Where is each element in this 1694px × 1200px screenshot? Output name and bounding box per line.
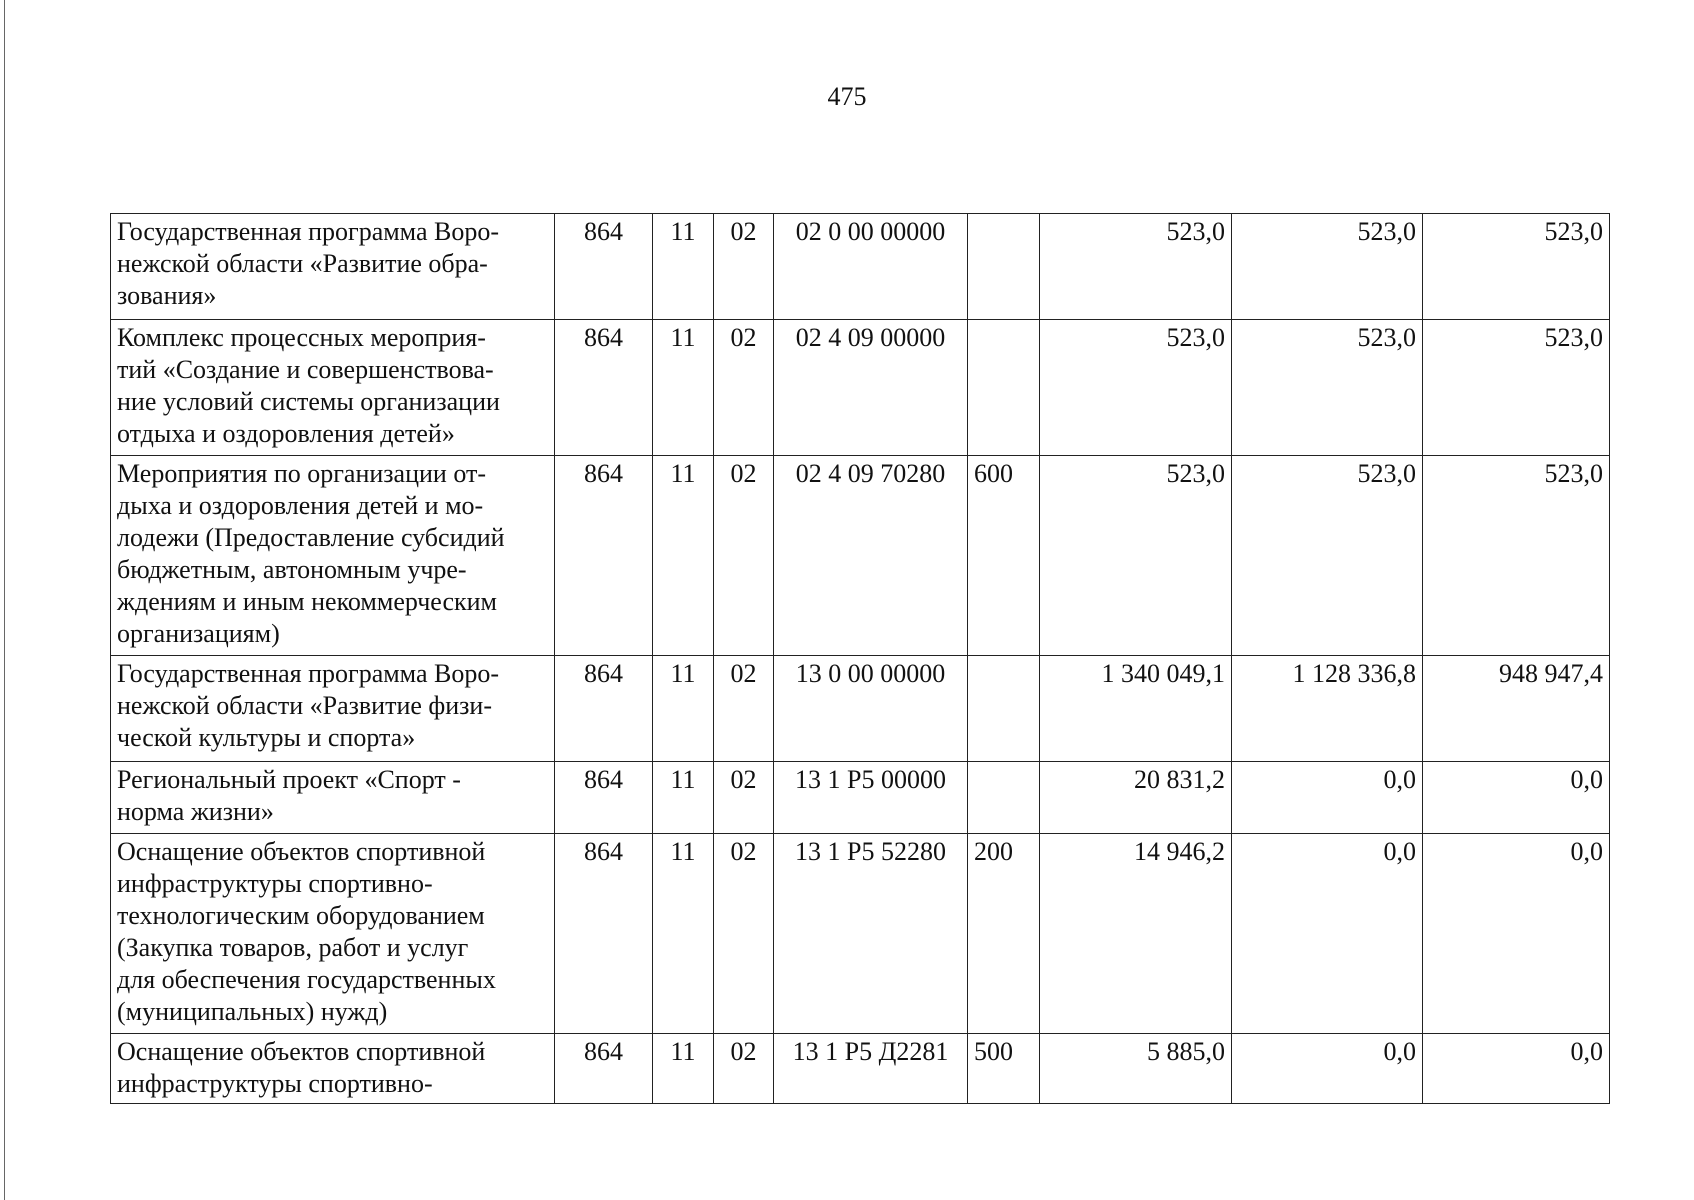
target-article-cell: 13 1 P5 00000: [774, 762, 968, 834]
row-name-line: дыха и оздоровления детей и мо-: [117, 491, 484, 520]
page-number: 475: [827, 82, 867, 111]
target-article-cell: 13 0 00 00000: [774, 656, 968, 762]
grbs-cell: 864: [555, 456, 653, 656]
row-name-line: тий «Создание и совершенствова-: [117, 355, 494, 384]
amount-year1-cell: 14 946,2: [1040, 834, 1232, 1034]
expense-type-cell: [968, 762, 1040, 834]
amount-year2-cell: 523,0: [1232, 320, 1423, 456]
row-name-line: инфраструктуры спортивно-: [117, 869, 433, 898]
row-name-cell: [111, 1034, 555, 1104]
row-name-line: для обеспечения государственных: [117, 965, 496, 994]
row-name-line: Оснащение объектов спортивной: [117, 1037, 486, 1066]
amount-year1-cell: 20 831,2: [1040, 762, 1232, 834]
row-name-cell: [111, 762, 555, 834]
section-cell: 11: [653, 456, 714, 656]
row-name-line: ческой культуры и спорта»: [117, 723, 416, 752]
row-name-line: организациям): [117, 619, 280, 648]
amount-year3-cell: 0,0: [1423, 762, 1610, 834]
subsection-cell: 02: [714, 214, 774, 320]
subsection-cell: 02: [714, 1034, 774, 1104]
section-cell: 11: [653, 1034, 714, 1104]
row-name-line: Государственная программа Воро-: [117, 217, 500, 246]
expense-type-cell: [968, 656, 1040, 762]
target-article-cell: 02 0 00 00000: [774, 214, 968, 320]
table-row: [111, 834, 1610, 1034]
expense-type-cell: [968, 214, 1040, 320]
amount-year2-cell: 0,0: [1232, 1034, 1423, 1104]
subsection-cell: 02: [714, 456, 774, 656]
subsection-cell: 02: [714, 834, 774, 1034]
amount-year2-cell: 0,0: [1232, 762, 1423, 834]
target-article-cell: 13 1 P5 52280: [774, 834, 968, 1034]
table-row: [111, 656, 1610, 762]
row-name-line: Мероприятия по организации от-: [117, 459, 487, 488]
expense-type-cell: 600: [968, 456, 1040, 656]
table-row: [111, 214, 1610, 320]
row-name-line: Региональный проект «Спорт -: [117, 765, 461, 794]
row-name-line: норма жизни»: [117, 797, 274, 826]
scan-edge-line: [4, 0, 5, 1200]
section-cell: 11: [653, 656, 714, 762]
subsection-cell: 02: [714, 762, 774, 834]
amount-year3-cell: 948 947,4: [1423, 656, 1610, 762]
row-name-line: ждениям и иным некоммерческим: [117, 587, 498, 616]
row-name-line: Оснащение объектов спортивной: [117, 837, 486, 866]
amount-year2-cell: 0,0: [1232, 834, 1423, 1034]
grbs-cell: 864: [555, 834, 653, 1034]
section-cell: 11: [653, 214, 714, 320]
expense-type-cell: [968, 320, 1040, 456]
target-article-cell: 02 4 09 00000: [774, 320, 968, 456]
row-name-line: зования»: [117, 281, 217, 310]
amount-year3-cell: 523,0: [1423, 456, 1610, 656]
row-name-line: нежской области «Развитие обра-: [117, 249, 488, 278]
amount-year2-cell: 523,0: [1232, 214, 1423, 320]
row-name-cell: [111, 834, 555, 1034]
row-name-line: технологическим оборудованием: [117, 901, 485, 930]
budget-table: [110, 213, 1610, 1104]
grbs-cell: 864: [555, 214, 653, 320]
section-cell: 11: [653, 762, 714, 834]
grbs-cell: 864: [555, 1034, 653, 1104]
amount-year3-cell: 0,0: [1423, 1034, 1610, 1104]
amount-year3-cell: 523,0: [1423, 320, 1610, 456]
amount-year1-cell: 1 340 049,1: [1040, 656, 1232, 762]
table-row: [111, 1034, 1610, 1104]
amount-year3-cell: 523,0: [1423, 214, 1610, 320]
target-article-cell: 02 4 09 70280: [774, 456, 968, 656]
amount-year3-cell: 0,0: [1423, 834, 1610, 1034]
table-row: [111, 762, 1610, 834]
table-row: [111, 456, 1610, 656]
subsection-cell: 02: [714, 320, 774, 456]
row-name-line: (Закупка товаров, работ и услуг: [117, 933, 469, 962]
target-article-cell: 13 1 P5 Д2281: [774, 1034, 968, 1104]
row-name-line: отдыха и оздоровления детей»: [117, 419, 455, 448]
row-name-line: Комплекс процессных мероприя-: [117, 323, 486, 352]
row-name-cell: [111, 656, 555, 762]
grbs-cell: 864: [555, 320, 653, 456]
row-name-cell: [111, 320, 555, 456]
amount-year1-cell: 523,0: [1040, 320, 1232, 456]
table-row: [111, 320, 1610, 456]
amount-year1-cell: 5 885,0: [1040, 1034, 1232, 1104]
row-name-line: инфраструктуры спортивно-: [117, 1069, 433, 1098]
row-name-line: нежской области «Развитие физи-: [117, 691, 493, 720]
amount-year2-cell: 523,0: [1232, 456, 1423, 656]
row-name-cell: [111, 456, 555, 656]
row-name-cell: [111, 214, 555, 320]
budget-table-body: [111, 214, 1610, 1104]
expense-type-cell: 200: [968, 834, 1040, 1034]
row-name-line: бюджетным, автономным учре-: [117, 555, 467, 584]
grbs-cell: 864: [555, 762, 653, 834]
row-name-line: лодежи (Предоставление субсидий: [117, 523, 505, 552]
amount-year1-cell: 523,0: [1040, 214, 1232, 320]
subsection-cell: 02: [714, 656, 774, 762]
amount-year2-cell: 1 128 336,8: [1232, 656, 1423, 762]
grbs-cell: 864: [555, 656, 653, 762]
row-name-line: (муниципальных) нужд): [117, 997, 388, 1026]
expense-type-cell: 500: [968, 1034, 1040, 1104]
section-cell: 11: [653, 834, 714, 1034]
row-name-line: Государственная программа Воро-: [117, 659, 500, 688]
amount-year1-cell: 523,0: [1040, 456, 1232, 656]
row-name-line: ние условий системы организации: [117, 387, 500, 416]
section-cell: 11: [653, 320, 714, 456]
